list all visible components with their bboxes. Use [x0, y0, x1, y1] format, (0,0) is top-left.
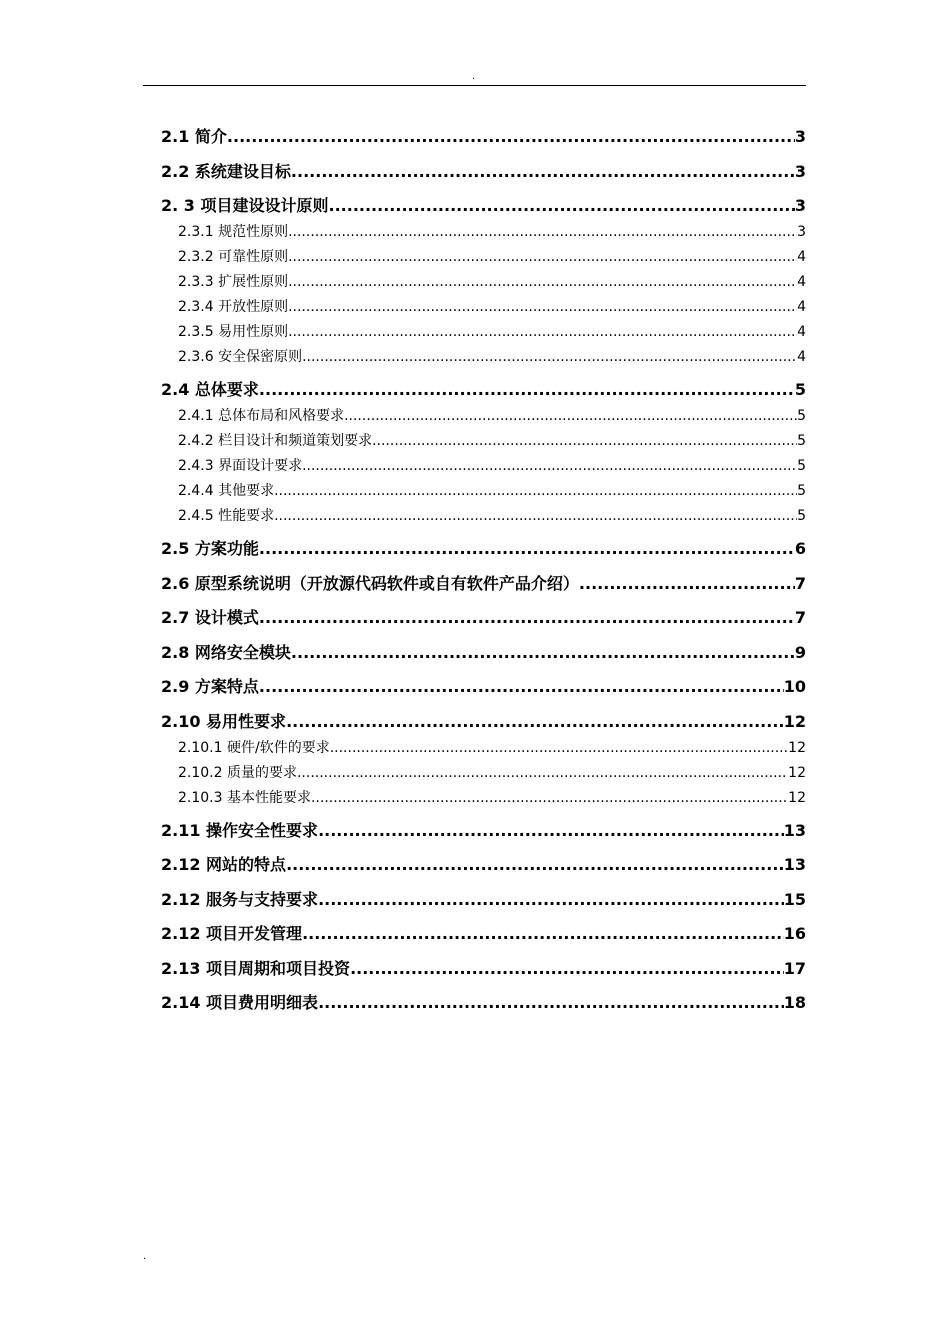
- toc-dot-leader: [291, 160, 795, 184]
- toc-entry-page-number: 5: [797, 408, 806, 424]
- toc-entry[interactable]: [161, 675, 806, 699]
- toc-entry[interactable]: [178, 247, 806, 267]
- toc-entry[interactable]: [178, 788, 806, 808]
- toc-entry-page-number: 3: [794, 196, 806, 215]
- toc-dot-leader: [329, 194, 795, 218]
- toc-entry-title: 2.3.4 开放性原则: [178, 299, 289, 315]
- toc-dot-leader: [330, 738, 788, 758]
- toc-entry-page-number: 5: [797, 433, 806, 449]
- toc-entry-page-number: 3: [794, 161, 806, 181]
- toc-entry[interactable]: [178, 763, 806, 783]
- toc-entry[interactable]: [178, 481, 806, 501]
- toc-dot-leader: [259, 606, 795, 630]
- toc-entry[interactable]: [161, 606, 806, 630]
- toc-entry[interactable]: [178, 322, 806, 342]
- toc-dot-leader: [291, 641, 795, 665]
- toc-dot-leader: [297, 763, 788, 783]
- toc-entry-page-number: 7: [794, 608, 806, 627]
- toc-dot-leader: [579, 572, 795, 596]
- toc-entry-title: 2.3.3 扩展性原则: [178, 274, 289, 290]
- toc-entry-title: 2.2 系统建设目标: [161, 161, 291, 181]
- toc-entry[interactable]: [161, 378, 806, 402]
- toc-entry[interactable]: [161, 641, 806, 665]
- toc-dot-leader: [350, 957, 784, 981]
- toc-entry-title: 2.10 易用性要求: [161, 711, 287, 731]
- toc-entry[interactable]: [161, 572, 806, 596]
- toc-entry-title: 2.6 原型系统说明（开放源代码软件或自有软件产品介绍）: [161, 573, 579, 593]
- toc-entry-page-number: 13: [783, 820, 806, 840]
- toc-entry-page-number: 3: [794, 127, 806, 146]
- toc-entry-page-number: 9: [794, 642, 806, 662]
- toc-entry-title: 2.9 方案特点: [161, 677, 259, 696]
- toc-entry-title: 2.4.2 栏目设计和频道策划要求: [178, 433, 373, 449]
- toc-entry-title: 2.10.1 硬件/软件的要求: [178, 739, 330, 756]
- toc-entry[interactable]: [178, 506, 806, 526]
- toc-entry[interactable]: [161, 991, 806, 1015]
- toc-dot-leader: [344, 406, 797, 426]
- toc-entry-title: 2.3.6 安全保密原则: [178, 349, 303, 365]
- toc-entry[interactable]: [178, 222, 806, 242]
- toc-entry-page-number: 17: [783, 958, 806, 978]
- toc-dot-leader: [259, 378, 795, 402]
- toc-entry-title: 2.10.2 质量的要求: [178, 764, 297, 781]
- footer-mark: .: [143, 1251, 147, 1262]
- toc-dot-leader: [259, 537, 795, 561]
- toc-entry-page-number: 5: [797, 458, 806, 474]
- toc-entry[interactable]: [161, 853, 806, 877]
- toc-dot-leader: [288, 247, 797, 267]
- header-mark: .: [472, 71, 476, 82]
- toc-entry-title: 2.4.3 界面设计要求: [178, 458, 303, 474]
- toc-entry-page-number: 12: [788, 789, 806, 806]
- toc-dot-leader: [318, 991, 784, 1015]
- toc-entry-page-number: 4: [797, 274, 806, 290]
- toc-entry-title: 2.12 服务与支持要求: [161, 889, 319, 909]
- toc-dot-leader: [302, 456, 797, 476]
- toc-entry-page-number: 13: [783, 855, 806, 874]
- toc-entry-title: 2. 3 项目建设设计原则: [161, 196, 329, 215]
- toc-dot-leader: [274, 506, 797, 526]
- toc-entry[interactable]: [161, 537, 806, 561]
- toc-entry-title: 2.5 方案功能: [161, 539, 259, 558]
- toc-entry-page-number: 5: [794, 380, 806, 399]
- toc-entry[interactable]: [161, 922, 806, 946]
- toc-entry-page-number: 4: [797, 249, 806, 265]
- toc-entry[interactable]: [161, 710, 806, 734]
- toc-entry-page-number: 10: [783, 677, 806, 696]
- toc-dot-leader: [288, 272, 797, 292]
- toc-entry[interactable]: [161, 888, 806, 912]
- toc-entry-page-number: 4: [797, 299, 806, 315]
- toc-dot-leader: [286, 853, 784, 877]
- toc-entry-title: 2.12 网站的特点: [161, 855, 287, 874]
- toc-dot-leader: [288, 297, 797, 317]
- toc-entry[interactable]: [178, 347, 806, 367]
- toc-entry-page-number: 18: [783, 993, 806, 1012]
- toc-dot-leader: [318, 888, 784, 912]
- toc-entry-title: 2.3.2 可靠性原则: [178, 249, 289, 265]
- toc-entry-page-number: 16: [783, 924, 806, 943]
- toc-entry[interactable]: [178, 272, 806, 292]
- toc-entry-page-number: 7: [794, 573, 806, 593]
- toc-entry-page-number: 4: [797, 324, 806, 340]
- toc-entry[interactable]: [161, 957, 806, 981]
- toc-dot-leader: [259, 675, 784, 699]
- toc-entry[interactable]: [178, 738, 806, 758]
- toc-entry-page-number: 12: [788, 739, 806, 756]
- toc-dot-leader: [302, 347, 797, 367]
- toc-entry[interactable]: [178, 297, 806, 317]
- header-rule: [143, 85, 806, 86]
- toc-entry-title: 2.8 网络安全模块: [161, 642, 291, 662]
- toc-entry[interactable]: [178, 456, 806, 476]
- toc-entry-page-number: 15: [783, 889, 806, 909]
- toc-entry-page-number: 3: [797, 224, 806, 240]
- toc-dot-leader: [302, 922, 784, 946]
- toc-entry-title: 2.7 设计模式: [161, 608, 259, 627]
- toc-entry-title: 2.12 项目开发管理: [161, 924, 303, 943]
- toc-entry-page-number: 12: [788, 764, 806, 781]
- toc-entry[interactable]: [161, 819, 806, 843]
- toc-dot-leader: [311, 788, 788, 808]
- toc-dot-leader: [372, 431, 797, 451]
- toc-entry-page-number: 6: [794, 539, 806, 558]
- toc-dot-leader: [288, 222, 797, 242]
- toc-entry[interactable]: [161, 160, 806, 184]
- toc-entry-title: 2.3.1 规范性原则: [178, 224, 289, 240]
- toc-entry-title: 2.4.4 其他要求: [178, 483, 275, 499]
- toc-entry-page-number: 5: [797, 508, 806, 524]
- toc-entry-page-number: 4: [797, 349, 806, 365]
- toc-dot-leader: [227, 125, 795, 149]
- toc-entry-title: 2.4.1 总体布局和风格要求: [178, 408, 345, 424]
- toc-entry-title: 2.14 项目费用明细表: [161, 993, 319, 1012]
- toc-entry-page-number: 12: [783, 711, 806, 731]
- toc-dot-leader: [274, 481, 797, 501]
- toc-entry-title: 2.4 总体要求: [161, 380, 259, 399]
- toc-entry[interactable]: [161, 194, 806, 218]
- toc-entry-title: 2.13 项目周期和项目投资: [161, 958, 351, 978]
- toc-dot-leader: [318, 819, 784, 843]
- toc-entry[interactable]: [178, 406, 806, 426]
- toc-dot-leader: [286, 710, 784, 734]
- toc-entry-title: 2.3.5 易用性原则: [178, 324, 289, 340]
- toc-entry-title: 2.1 简介: [161, 127, 227, 146]
- toc-entry-title: 2.10.3 基本性能要求: [178, 789, 311, 806]
- toc-entry-page-number: 5: [797, 483, 806, 499]
- toc-entry[interactable]: [161, 125, 806, 149]
- toc-entry-title: 2.4.5 性能要求: [178, 508, 275, 524]
- toc-entry-title: 2.11 操作安全性要求: [161, 820, 319, 840]
- toc-entry[interactable]: [178, 431, 806, 451]
- toc-dot-leader: [288, 322, 797, 342]
